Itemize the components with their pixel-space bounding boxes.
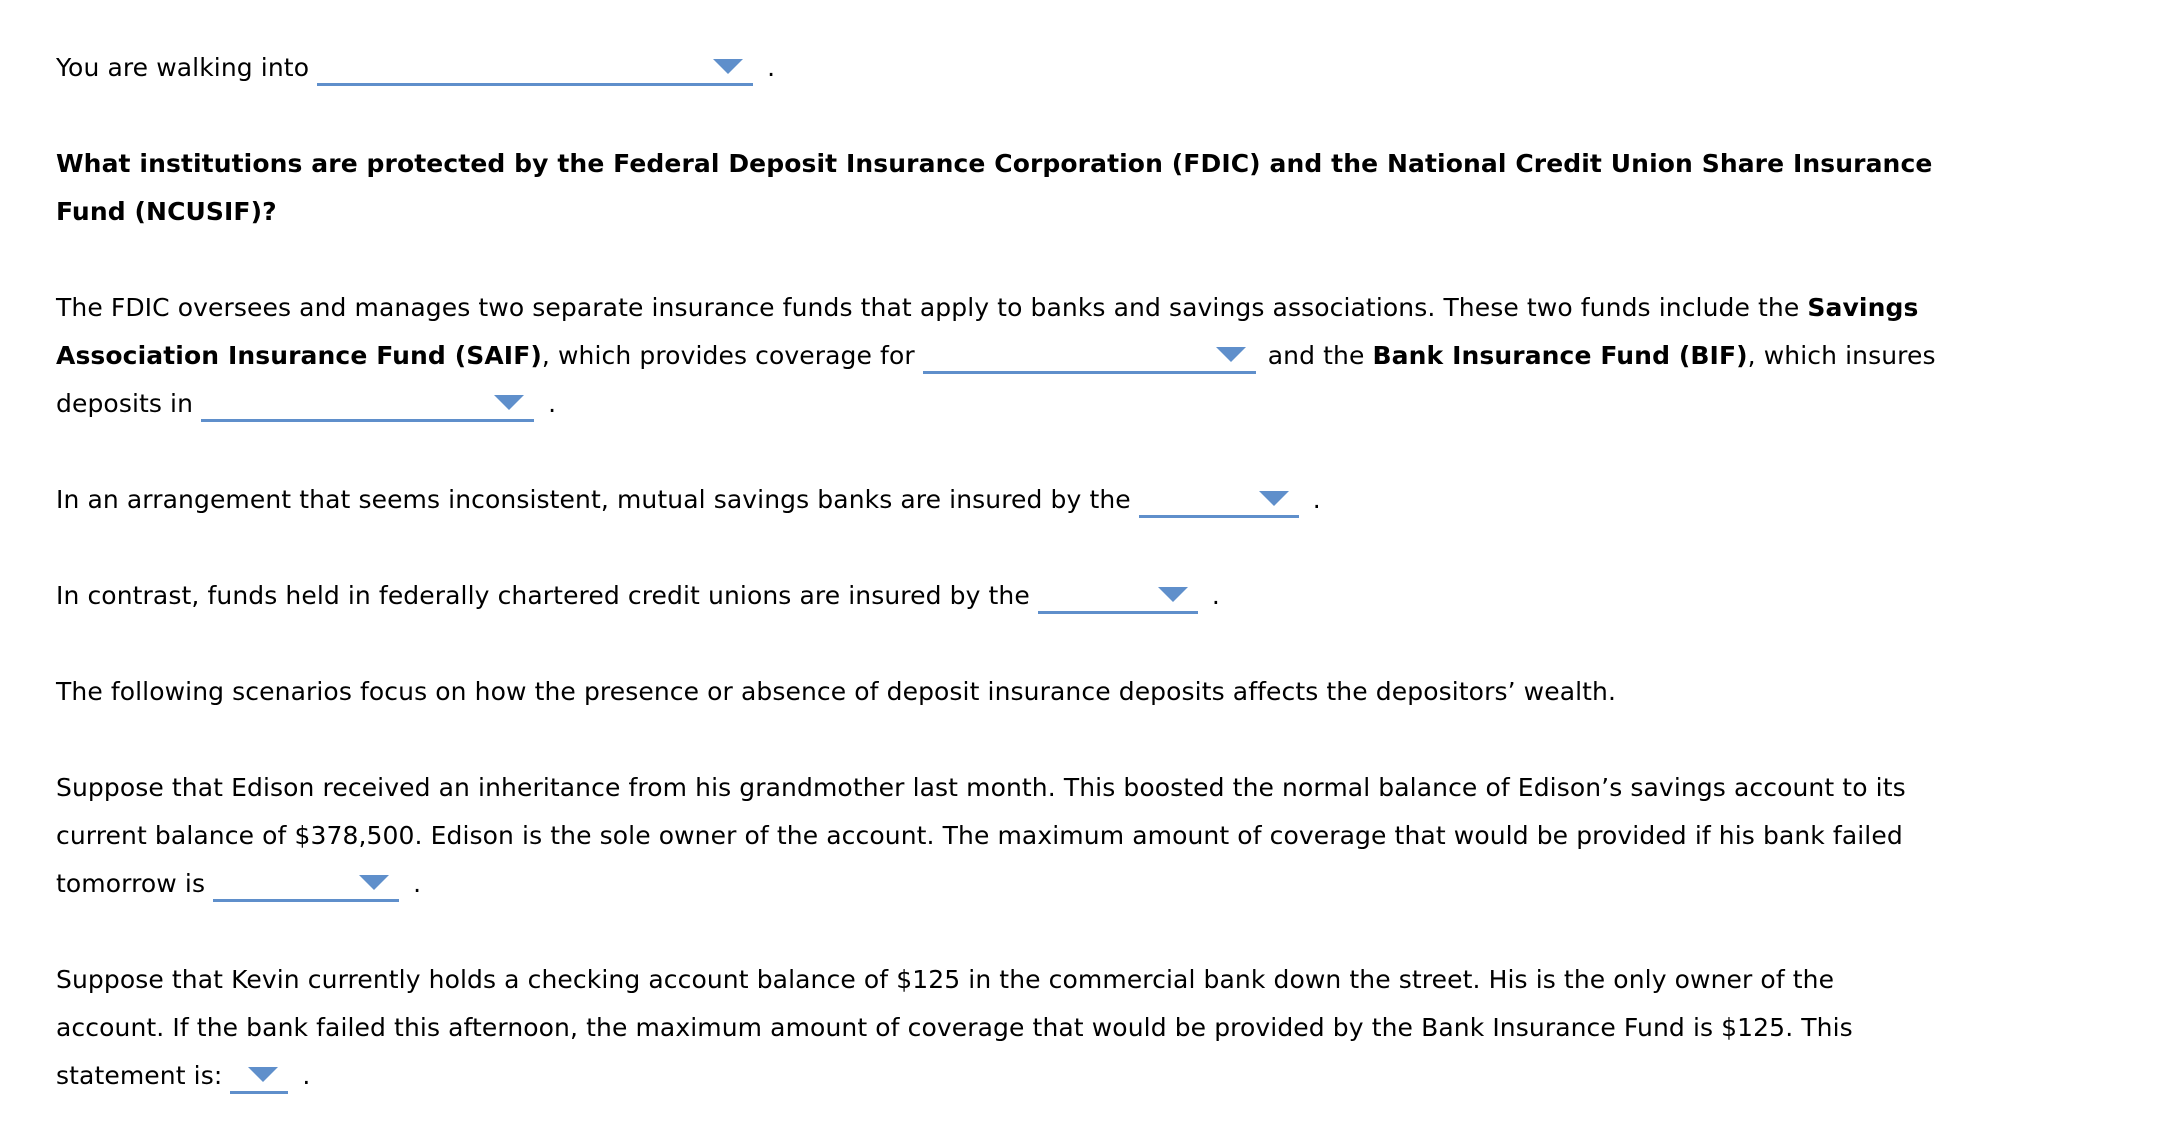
fdic-text-2: , which provides coverage for — [541, 341, 915, 370]
period: . — [1312, 485, 1321, 514]
institutions-question-heading: What institutions are protected by the Federal Deposit Insurance Corporation (FDIC) and the National Credit Union Share Insurance Fund (NCUSIF)? — [56, 149, 1933, 226]
fdic-text-1: The FDIC oversees and manages two separate insurance funds that apply to banks and savings associations. These two funds include the — [56, 293, 1800, 322]
chevron-down-icon — [1259, 491, 1289, 506]
period: . — [1211, 581, 1220, 610]
edison-coverage-dropdown[interactable] — [213, 863, 399, 902]
fdic-funds-paragraph — [56, 284, 1936, 428]
saif-name: Savings Association Insurance Fund (SAIF) — [56, 293, 1919, 370]
credit-union-insurer-dropdown[interactable] — [1038, 575, 1198, 614]
chevron-down-icon — [494, 395, 524, 410]
credit-union-paragraph — [56, 572, 1936, 620]
period: . — [302, 1061, 311, 1090]
question-content — [56, 44, 1936, 1148]
period: . — [548, 389, 557, 418]
chevron-down-icon — [359, 875, 389, 890]
chevron-down-icon — [1158, 587, 1188, 602]
bif-deposits-dropdown[interactable] — [201, 383, 534, 422]
period: . — [413, 869, 422, 898]
edison-scenario-text: Suppose that Edison received an inheritance from his grandmother last month. This boosted the normal balance of Edison’s savings account to its current balance of $378,500. Edison is the sole owner of the account. The maximum amount of coverage that would be provided if his bank failed tomorrow is — [56, 773, 1906, 898]
period: . — [767, 53, 776, 82]
bif-name: Bank Insurance Fund (BIF) — [1372, 341, 1748, 370]
kevin-scenario-paragraph — [56, 956, 1936, 1100]
mutual-savings-text: In an arrangement that seems inconsistent, mutual savings banks are insured by the — [56, 485, 1131, 514]
mutual-savings-insurer-dropdown[interactable] — [1139, 479, 1299, 518]
walking-into-paragraph — [56, 44, 1936, 92]
edison-scenario-paragraph — [56, 764, 1936, 908]
chevron-down-icon — [1216, 347, 1246, 362]
chevron-down-icon — [248, 1067, 278, 1082]
fdic-text-4: , which insures deposits in — [56, 341, 1936, 418]
walking-into-text: You are walking into — [56, 53, 310, 82]
walking-into-dropdown[interactable] — [317, 47, 753, 86]
mutual-savings-paragraph — [56, 476, 1936, 524]
credit-union-text: In contrast, funds held in federally chartered credit unions are insured by the — [56, 581, 1030, 610]
kevin-statement-dropdown[interactable] — [230, 1055, 288, 1094]
fdic-text-3: and the — [1267, 341, 1365, 370]
kevin-scenario-text: Suppose that Kevin currently holds a checking account balance of $125 in the commercial bank down the street. His is the only owner of the account. If the bank failed this afternoon, the maximum amount of coverage that would be provided by the Bank Insurance Fund is $125. This statement is: — [56, 965, 1853, 1090]
saif-coverage-dropdown[interactable] — [923, 335, 1256, 374]
scenario-intro: The following scenarios focus on how the presence or absence of deposit insurance deposits affects the depositors’ wealth. — [56, 677, 1617, 706]
chevron-down-icon — [713, 59, 743, 74]
